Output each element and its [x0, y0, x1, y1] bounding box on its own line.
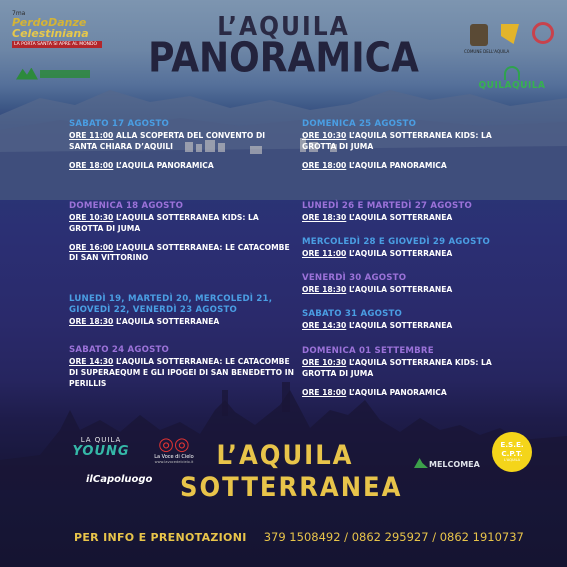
info-label: PER INFO E PRENOTAZIONI: [74, 531, 247, 544]
event-title: L’AQUILA PANORAMICA: [113, 160, 214, 170]
glasses-icon: ◎◎: [158, 434, 190, 455]
event-entry: [302, 161, 512, 172]
event-entry: [69, 317, 295, 328]
day-heading: DOMENICA 25 AGOSTO: [302, 119, 417, 129]
event-title: L’AQUILA SOTTERRANEA: [346, 213, 453, 222]
schedule-day-block: [302, 237, 512, 260]
title-panoramica: PANORAMICA: [148, 34, 419, 83]
event-time: ORE 18:30: [302, 285, 347, 294]
welcome-text: MELCOMEA: [429, 460, 480, 469]
day-heading: SABATO 17 AGOSTO: [69, 119, 170, 129]
schedule-day-block: [69, 294, 295, 328]
crest-caption: COMUNE DELL'AQUILA: [464, 49, 510, 54]
schedule-day-block: [302, 273, 512, 296]
ese-line1: E.S.E.: [500, 440, 524, 449]
event-entry: [302, 358, 512, 380]
event-title: L’AQUILA SOTTERRANEA: [346, 249, 453, 258]
day-heading: LUNEDÌ 26 E MARTEDÌ 27 AGOSTO: [302, 201, 472, 211]
ese-line2: C.P.T.: [501, 449, 523, 458]
voce-logo-url: www.lavocedelcielo.it: [154, 460, 194, 464]
event-time: ORE 18:30: [69, 317, 114, 326]
event-title: L’AQUILA PANORAMICA: [346, 160, 447, 170]
event-time: ORE 18:00: [69, 160, 114, 170]
quilaquila-logo: [477, 66, 547, 96]
event-entry: [69, 161, 295, 172]
voce-logo-name: La Voce di Cielo: [154, 454, 194, 460]
schedule-day-block: [302, 119, 512, 171]
event-time: ORE 10:30: [302, 131, 347, 140]
event-title: L’AQUILA SOTTERRANEA: [346, 285, 453, 294]
event-time: ORE 18:00: [302, 387, 347, 397]
event-time: ORE 11:00: [302, 249, 347, 258]
info-line: [74, 526, 544, 545]
event-entry: [302, 321, 512, 332]
event-title: L’AQUILA SOTTERRANEA KIDS: LA GROTTA DI JUMA: [302, 131, 492, 151]
day-heading: SABATO 31 AGOSTO: [302, 309, 403, 319]
young-logo-line2: YOUNG: [72, 444, 130, 459]
laquila-young-logo: [66, 436, 136, 459]
event-title: L’AQUILA SOTTERRANEA: [346, 321, 453, 330]
event-time: ORE 18:00: [302, 160, 347, 170]
day-heading: LUNEDÌ 19, MARTEDÌ 20, MERCOLEDÌ 21, GIOVEDÌ 22, VENERDÌ 23 AGOSTO: [69, 294, 273, 315]
event-time: ORE 14:30: [302, 321, 347, 330]
event-title: L’AQUILA PANORAMICA: [346, 387, 447, 397]
logo-name-line2: Celestiniana: [12, 27, 89, 40]
logo-prefix: 7ma: [12, 10, 26, 17]
event-time: ORE 14:30: [69, 357, 114, 366]
event-entry: [302, 213, 512, 224]
sotterranea-line2: SOTTERRANEA: [180, 472, 403, 503]
event-time: ORE 10:30: [302, 358, 347, 367]
event-entry: [302, 131, 512, 153]
welcome-logo: [414, 452, 484, 470]
event-title: L’AQUILA SOTTERRANEA: LE CATACOMBE DI SAN VITTORINO: [69, 242, 290, 263]
schedule-day-block: [302, 309, 512, 332]
phone-numbers[interactable]: 379 1508492 / 0862 295927 / 0862 1910737: [263, 530, 524, 544]
event-entry: [69, 131, 295, 153]
arch-icon: [504, 66, 520, 80]
day-heading: VENERDÌ 30 AGOSTO: [302, 273, 407, 283]
event-entry: [302, 285, 512, 296]
event-entry: [69, 243, 295, 265]
city-crest-icon: [470, 24, 488, 46]
title-laquila: L’AQUILA: [217, 12, 350, 42]
mountain-icon: [414, 458, 428, 468]
ese-line3: L'AQUILA: [503, 458, 521, 462]
schedule-day-block: [302, 346, 512, 398]
quilaquila-text: QUILAQUILA: [478, 80, 546, 91]
young-logo-line1: LA QUILA: [80, 436, 122, 444]
event-entry: [302, 388, 512, 399]
ese-cpt-logo: [492, 432, 532, 472]
event-time: ORE 16:00: [69, 242, 114, 252]
event-time: ORE 10:30: [69, 213, 114, 222]
day-heading: SABATO 24 AGOSTO: [69, 345, 170, 355]
schedule-day-block: [69, 119, 295, 171]
event-entry: [69, 213, 295, 235]
sotterranea-line1: L’AQUILA: [216, 440, 354, 471]
event-entry: [69, 357, 295, 389]
logo-tagline: LA PORTA SANTA SI APRE AL MONDO: [12, 41, 102, 48]
schedule-day-block: [69, 201, 295, 264]
schedule-day-block: [302, 201, 512, 224]
schedule-day-block: [69, 345, 295, 389]
capoluogo-logo: ilCapoluogo: [86, 474, 153, 485]
event-time: ORE 18:30: [302, 213, 347, 222]
day-heading: MERCOLEDÌ 28 E GIOVEDÌ 29 AGOSTO: [302, 237, 491, 247]
event-title: L’AQUILA SOTTERRANEA: [113, 317, 220, 326]
sponsor-ring-icon: [532, 22, 554, 44]
logo-name-line1: PerdoDanze: [12, 16, 87, 29]
event-title: ALLA SCOPERTA DEL CONVENTO DI SANTA CHIARA D’AQUILI: [69, 131, 266, 151]
event-entry: [302, 249, 512, 260]
event-title: L’AQUILA SOTTERRANEA KIDS: LA GROTTA DI JUMA: [302, 358, 492, 378]
event-title: L’AQUILA SOTTERRANEA: LE CATACOMBE DI SUPERAEQUM E GLI IPOGEI DI SAN BENEDETTO IN PERILLIS: [69, 357, 294, 388]
day-heading: DOMENICA 01 SETTEMBRE: [302, 346, 434, 356]
event-time: ORE 11:00: [69, 131, 114, 140]
day-heading: DOMENICA 18 AGOSTO: [69, 201, 184, 211]
event-title: L’AQUILA SOTTERRANEA KIDS: LA GROTTA DI JUMA: [69, 213, 259, 233]
title-sotterranea: [180, 440, 403, 504]
